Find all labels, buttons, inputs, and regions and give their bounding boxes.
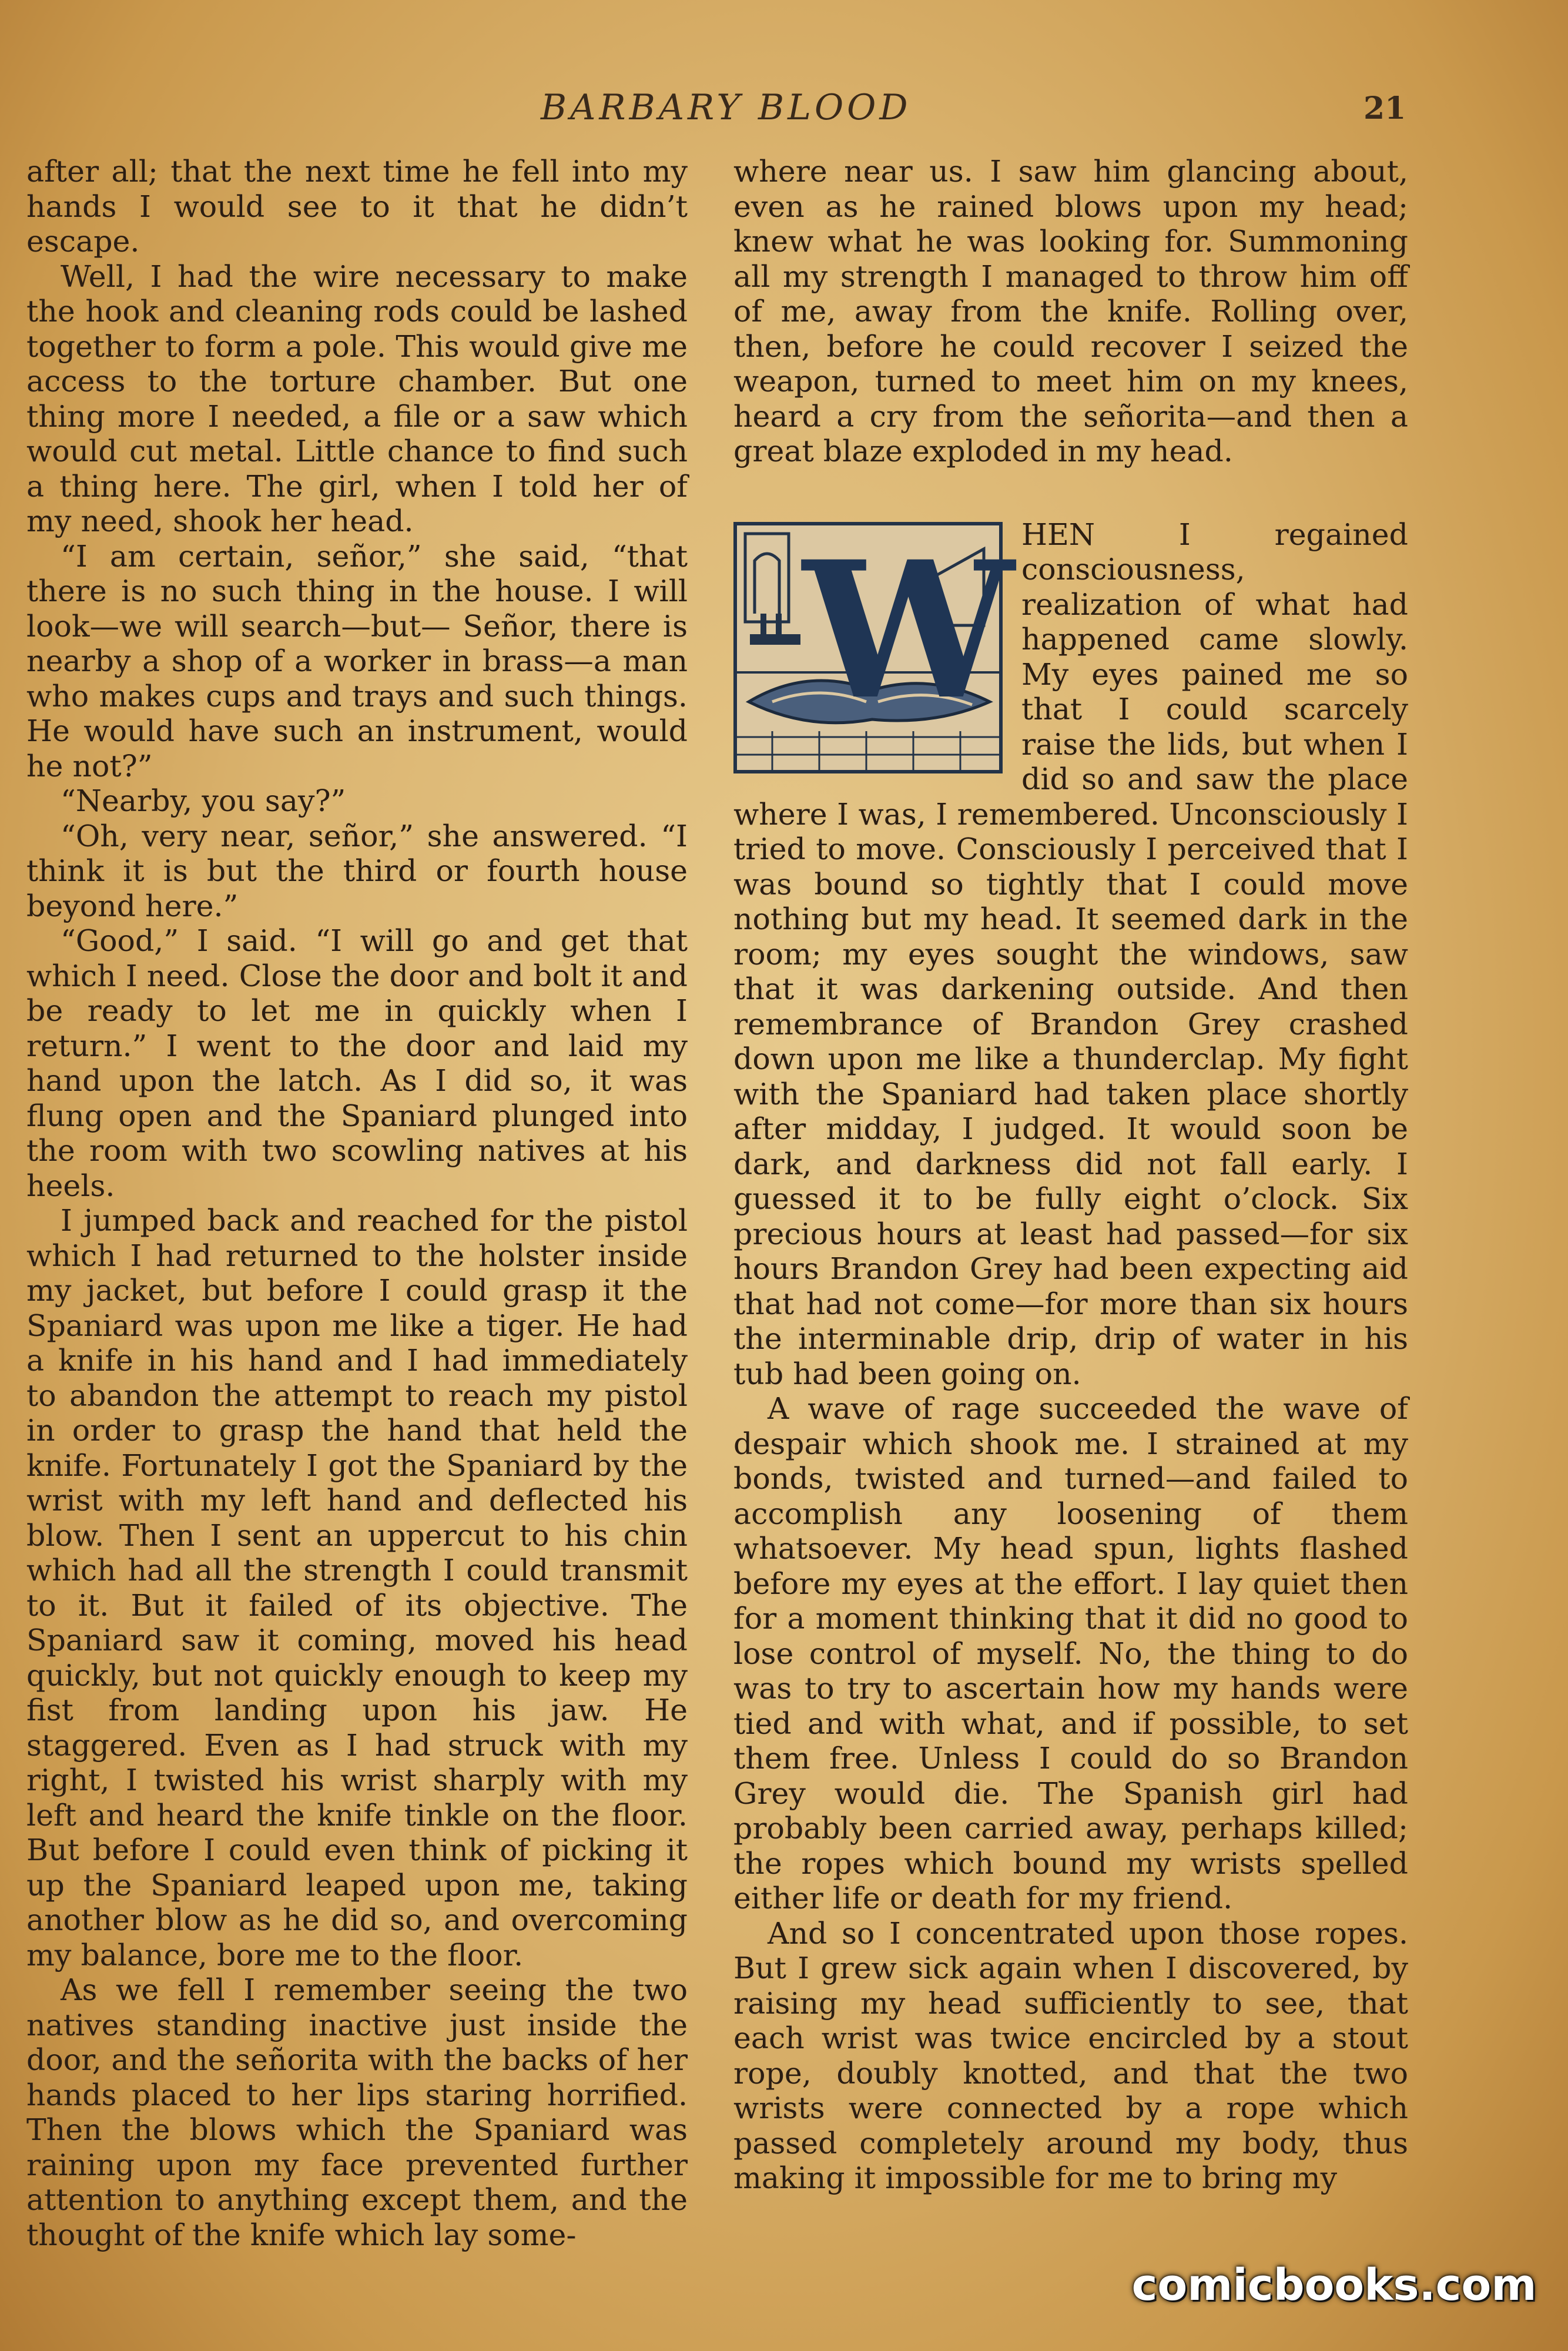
page-number: 21 xyxy=(1363,91,1406,126)
paragraph: “I am certain, señor,” she said, “that there is no such thing in the house. I will look—we will search—but— Señor, there is nearby a shop of a worker in brass—a man who makes cups and trays and such things. He would have such an instrument, would he not?” xyxy=(26,538,688,783)
paragraph: Well, I had the wire necessary to make the hook and cleaning rods could be lashed together to form a pole. This would give me access to the torture chamber. But one thing more I needed, a file or a saw which would cut metal. Little chance to find such a thing here. The girl, when I told her of my need, shook her head. xyxy=(26,259,688,538)
paragraph: And so I concentrated upon those ropes. But I grew sick again when I discovered, by raising my head sufficiently to see, that each wrist was twice encircled by a stout rope, doubly knotted, and that the two wrists were connected by a rope which passed completely around my body, thus making it impossible for me to bring my xyxy=(733,1915,1408,2195)
running-title: BARBARY BLOOD xyxy=(541,87,912,128)
section-opening-paragraph xyxy=(733,517,1408,1392)
page-header xyxy=(0,87,1568,140)
paragraph: “Good,” I said. “I will go and get that which I need. Close the door and bolt it and be ready to let me in quickly when I return.” I went to the door and laid my hand upon the latch. As I did so, it was flung open and the Spaniard plunged into the room with two scowling natives at his heels. xyxy=(26,923,688,1203)
paragraph: where near us. I saw him glancing about, even as he rained blows upon my head; knew what he was looking for. Summoning all my strength I managed to throw him off of me, away from the knife. Rolling over, then, before he could recover I seized the weapon, turned to meet him on my knees, heard a cry from the señorita—and then a great blaze exploded in my head. xyxy=(733,154,1408,468)
drop-cap-paragraph-text: HEN I regained consciousness, realization of what had happened came slowly. My eyes pained me so that I could scarcely raise the lids, but when I did so and saw the place where I was, I remembered. Unconsciously I tried to move. Consciously I perceived that I was bound so tightly that I could move nothing but my head. It seemed dark in the room; my eyes sought the windows, saw that it was darkening outside. And then remembrance of Brandon Grey crashed down upon me like a thunderclap. My fight with the Spaniard had taken place shortly after midday, I judged. It would soon be dark, and darkness did not fall early. I guessed it to be fully eight o’clock. Six precious hours at least had passed—for six hours Brandon Grey had been expecting aid that had not come—for more than six hours the interminable drip, drip of water in his tub had been going on. xyxy=(733,517,1408,1391)
paragraph: after all; that the next time he fell into my hands I would see to it that he didn’t escape. xyxy=(26,154,688,259)
paragraph: I jumped back and reached for the pistol which I had returned to the holster inside my jacket, but before I could grasp it the Spaniard was upon me like a tiger. He had a knife in his hand and I had immediately to abandon the attempt to reach my pistol in order to grasp the hand that held the knife. Fortunately I got the Spaniard by the wrist with my left hand and deflected his blow. Then I sent an uppercut to his chin which had all the strength I could transmit to it. But it failed of its objective. The Spaniard saw it coming, moved his head quickly, but not quickly enough to keep my fist from landing upon his jaw. He staggered. Even as I had struck with my right, I twisted his wrist sharply with my left and heard the knife tinkle on the floor. But before I could even think of picking it up the Spaniard leaped upon me, taking another blow as he did so, and overcoming my balance, bore me to the floor. xyxy=(26,1203,688,1972)
paragraph: “Nearby, you say?” xyxy=(61,783,346,818)
watermark: comicbooks.com xyxy=(1131,2260,1537,2310)
paragraph: “Oh, very near, señor,” she answered. “I think it is but the third or fourth house beyond here.” xyxy=(26,818,688,923)
paragraph: As we fell I remember seeing the two natives standing inactive just inside the door, and the señorita with the backs of her hands placed to her lips staring horrified. Then the blows which the Spaniard was raining upon my face prevented further attention to anything except them, and the thought of the knife which lay some- xyxy=(26,1972,688,2252)
left-column xyxy=(26,154,688,2252)
right-column xyxy=(733,154,1408,2196)
drop-cap-letter: W xyxy=(803,520,1014,741)
paragraph: A wave of rage succeeded the wave of despair which shook me. I strained at my bonds, twisted and turned—and failed to accomplish any loosening of them whatsoever. My head spun, lights flashed before my eyes at the effort. I lay quiet then for a moment thinking that it did no good to lose control of myself. No, the thing to do was to try to ascertain how my hands were tied and with what, and if possible, to set them free. Unless I could do so Brandon Grey would die. The Spanish girl had probably been carried away, perhaps killed; the ropes which bound my wrists spelled either life or death for my friend. xyxy=(733,1391,1408,1915)
drop-cap-illustration xyxy=(733,520,1014,773)
